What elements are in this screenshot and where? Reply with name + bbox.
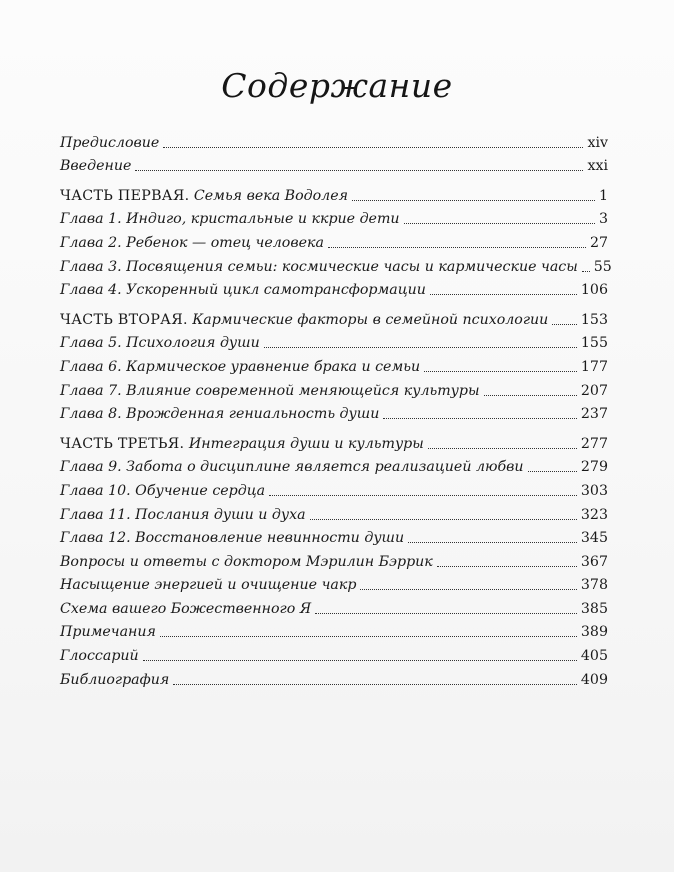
toc-entry	[60, 594, 608, 618]
dot-leader	[484, 395, 577, 396]
dot-leader	[173, 684, 577, 685]
toc-entry-title: Насыщение энергией и очищение чакр	[60, 577, 357, 594]
toc-entry-title: Глава 1. Индиго, кристальные и ккрие дети	[60, 211, 400, 228]
dot-leader	[143, 660, 577, 661]
toc-page-number: 303	[580, 482, 608, 499]
toc-page-number: 27	[589, 234, 608, 251]
toc-page-number: 55	[593, 258, 612, 275]
toc-entry	[60, 476, 608, 500]
toc-page-number: 153	[580, 311, 608, 328]
toc-entry-title: Глава 8. Врожденная гениальность души	[60, 406, 380, 423]
toc-entry-title: Библиография	[60, 671, 170, 688]
dot-leader	[310, 519, 577, 520]
dot-leader	[528, 471, 577, 472]
dot-leader	[315, 613, 577, 614]
dot-leader	[430, 294, 577, 295]
toc-entry-title: Предисловие	[60, 134, 160, 151]
toc-page-number: 1	[598, 187, 608, 204]
dot-leader	[328, 247, 586, 248]
toc-entry	[60, 128, 608, 152]
toc-entry-title: Глава 12. Восстановление невинности души	[60, 530, 405, 547]
toc-page-number: 237	[580, 406, 608, 423]
toc-page-number: 3	[598, 211, 608, 228]
dot-leader	[160, 636, 577, 637]
dot-leader	[383, 418, 577, 419]
toc-entry-title: Интеграция души и культуры	[184, 435, 424, 452]
toc-entry	[60, 276, 608, 300]
dot-leader	[408, 542, 577, 543]
dot-leader	[360, 589, 576, 590]
toc-entry	[60, 352, 608, 376]
dot-leader	[582, 271, 590, 272]
toc-page-number: 155	[580, 335, 608, 352]
toc-part-label: ЧАСТЬ ПЕРВАЯ.	[60, 187, 190, 204]
toc-entry	[60, 571, 608, 595]
toc-entry-title: Схема вашего Божественного Я	[60, 600, 312, 617]
toc-part-label: ЧАСТЬ ВТОРАЯ.	[60, 311, 188, 328]
toc-entry	[60, 500, 608, 524]
toc-entry	[60, 400, 608, 424]
dot-leader	[404, 223, 595, 224]
toc-entry-title: Глава 7. Влияние современной меняющейся культуры	[60, 382, 480, 399]
toc-entry-title: Глава 4. Ускоренный цикл самотрансформации	[60, 282, 426, 299]
dot-leader	[352, 200, 595, 201]
toc-page-number: 405	[580, 648, 608, 665]
toc-entry	[60, 453, 608, 477]
toc-page-number: 389	[580, 624, 608, 641]
toc-page-number: 367	[580, 553, 608, 570]
toc-entry-title: Кармические факторы в семейной психологии	[187, 311, 549, 328]
toc-entry	[60, 228, 608, 252]
dot-leader	[552, 324, 577, 325]
toc-entry	[60, 618, 608, 642]
toc-entry	[60, 152, 608, 176]
toc-part-entry	[60, 305, 608, 329]
toc-page-number: 345	[580, 530, 608, 547]
toc-entry-title: Глава 2. Ребенок — отец человека	[60, 234, 324, 251]
dot-leader	[269, 495, 577, 496]
toc-entry	[60, 547, 608, 571]
toc-entry-title: Вопросы и ответы с доктором Мэрилин Бэррик	[60, 553, 433, 570]
dot-leader	[424, 371, 577, 372]
toc-entry	[60, 641, 608, 665]
toc-entry	[60, 252, 612, 276]
toc-page-number: 409	[580, 671, 608, 688]
toc-page-number: 385	[580, 600, 608, 617]
toc-entry-title: Глава 9. Забота о дисциплине является реализацией любви	[60, 459, 524, 476]
toc-page-number: 207	[580, 382, 608, 399]
dot-leader	[428, 448, 577, 449]
dot-leader	[264, 347, 577, 348]
dot-leader	[135, 170, 583, 171]
toc-entry	[60, 524, 608, 548]
toc-page-number: xxi	[587, 158, 608, 175]
toc-page-number: 378	[580, 577, 608, 594]
toc-entry-title: Примечания	[60, 624, 156, 641]
toc-page-number: xiv	[587, 134, 608, 151]
table-of-contents	[60, 128, 612, 689]
toc-entry	[60, 665, 608, 689]
toc-entry	[60, 329, 608, 353]
toc-entry	[60, 205, 608, 229]
toc-entry	[60, 376, 608, 400]
toc-entry-title: Глава 3. Посвящения семьи: космические часы и кармические часы	[60, 258, 578, 275]
dot-leader	[437, 566, 577, 567]
toc-entry-title: Глава 11. Послания души и духа	[60, 506, 306, 523]
toc-part-label: ЧАСТЬ ТРЕТЬЯ.	[60, 435, 185, 452]
toc-page-number: 279	[580, 459, 608, 476]
toc-entry-title: Глава 6. Кармическое уравнение брака и семьи	[60, 358, 421, 375]
toc-entry-title: Глава 10. Обучение сердца	[60, 482, 266, 499]
toc-entry-title: Глава 5. Психология души	[60, 335, 260, 352]
toc-part-entry	[60, 429, 608, 453]
toc-page-number: 177	[580, 358, 608, 375]
toc-entry-title: Глоссарий	[60, 648, 139, 665]
page-title: Содержание	[221, 66, 453, 105]
toc-entry-title: Семья века Водолея	[189, 187, 348, 204]
toc-page-number: 106	[580, 282, 608, 299]
toc-part-entry	[60, 181, 608, 205]
toc-page-number: 277	[580, 435, 608, 452]
toc-page-number: 323	[580, 506, 608, 523]
toc-entry-title: Введение	[60, 158, 132, 175]
dot-leader	[163, 147, 583, 148]
